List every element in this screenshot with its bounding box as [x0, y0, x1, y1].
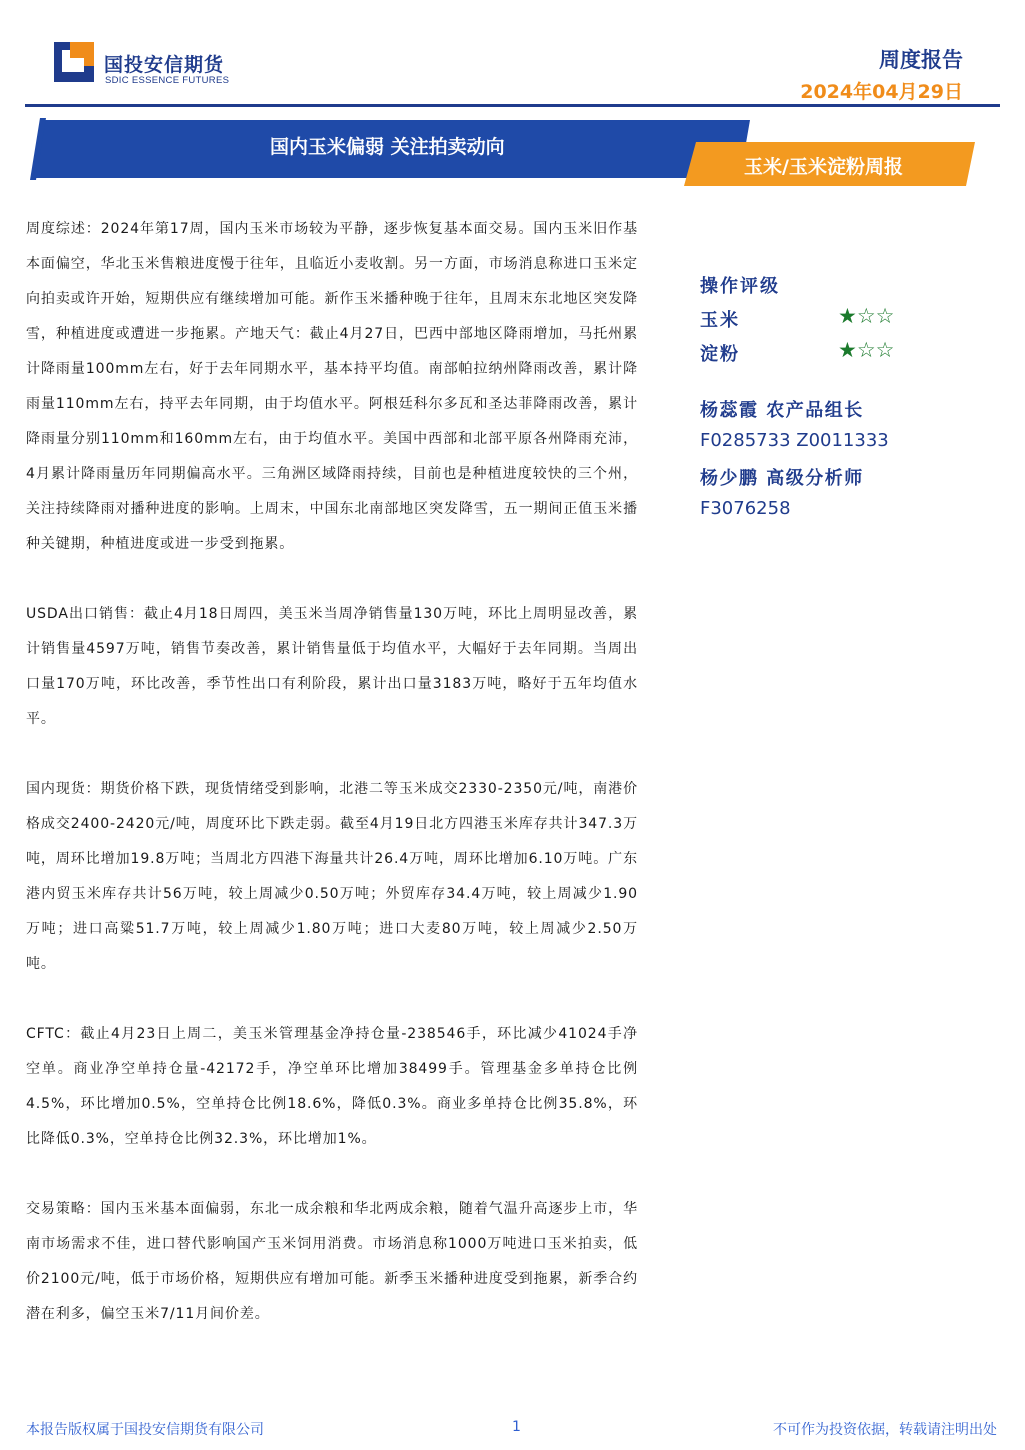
paragraph-overview: 周度综述：2024年第17周，国内玉米市场较为平静，逐步恢复基本面交易。国内玉米旧作基本面偏空，华北玉米售粮进度慢于往年，且临近小麦收割。另一方面，市场消息称进口玉米定向拍卖或许开始，短期供应有继续增加可能。新作玉米播种晚于往年，且周末东北地区突发降雪，种植进度或遭进一步拖累。产地天气：截止4月27日，巴西中部地区降雨增加，马托州累计降雨量100mm左右，好于去年同期水平，基本持平均值。南部帕拉纳州降雨改善，累计降雨量110mm左右，持平去年同期，由于均值水平。阿根廷科尔多瓦和圣达菲降雨改善，累计降雨量分别110mm和160mm左右，由于均值水平。美国中西部和北部平原各州降雨充沛，4月累计降雨量历年同期偏高水平。三角洲区域降雨持续，目前也是种植进度较快的三个州，关注持续降雨对播种进度的影响。上周末，中国东北南部地区突发降雪，五一期间正值玉米播种关键期，种植进度或进一步受到拖累。	[26, 221, 638, 552]
star-empty-icon: ☆	[856, 304, 876, 328]
analyst-2-name: 杨少鹏 高级分析师	[700, 468, 864, 489]
header-divider	[25, 104, 1000, 107]
rating-row-starch	[700, 340, 990, 374]
star-empty-icon: ☆	[856, 338, 876, 362]
rating-stars-corn	[838, 304, 894, 328]
analyst-1-name: 杨蕊霞 农产品组长	[700, 400, 864, 421]
logo-text-en: SDIC ESSENCE FUTURES	[105, 75, 230, 86]
company-logo	[54, 42, 254, 92]
paragraph-strategy: 交易策略：国内玉米基本面偏弱，东北一成余粮和华北两成余粮，随着气温升高逐步上市，华南市场需求不佳，进口替代影响国产玉米饲用消费。市场消息称1000万吨进口玉米拍卖，低价2100元/吨，低于市场价格，短期供应有增加可能。新季玉米播种进度受到拖累，新季合约潜在利多，偏空玉米7/11月间价差。	[26, 1201, 638, 1322]
analyst-1-license: F0285733 Z0011333	[700, 430, 889, 451]
rating-title-row	[700, 272, 990, 306]
rating-stars-starch	[838, 338, 894, 362]
star-filled-icon: ★	[838, 338, 857, 362]
logo-mark-icon	[54, 42, 94, 82]
footer-disclaimer: 不可作为投资依据，转载请注明出处	[773, 1422, 997, 1438]
rating-label-corn: 玉米	[700, 310, 740, 331]
report-type: 周度报告	[879, 48, 963, 72]
star-empty-icon: ☆	[875, 304, 895, 328]
footer-copyright: 本报告版权属于国投安信期货有限公司	[26, 1422, 264, 1438]
report-date: 2024年04月29日	[800, 81, 963, 103]
logo-text-cn: 国投安信期货	[104, 54, 225, 76]
page-number: 1	[512, 1419, 521, 1435]
analyst-2-license: F3076258	[700, 498, 791, 519]
paragraph-spot: 国内现货：期货价格下跌，现货情绪受到影响，北港二等玉米成交2330-2350元/吨，南港价格成交2400-2420元/吨，周度环比下跌走弱。截至4月19日北方四港玉米库存共计347.3万吨，周环比增加19.8万吨；当周北方四港下海量共计26.4万吨，周环比增加6.10万吨。广东港内贸玉米库存共计56万吨，较上周减少0.50万吨；外贸库存34.4万吨，较上周减少1.90万吨；进口高粱51.7万吨，较上周减少1.80万吨；进口大麦80万吨，较上周减少2.50万吨。	[26, 781, 638, 972]
report-series: 玉米/玉米淀粉周报	[744, 156, 903, 178]
paragraph-cftc: CFTC：截止4月23日上周二，美玉米管理基金净持仓量-238546手，环比减少41024手净空单。商业净空单持仓量-42172手，净空单环比增加38499手。管理基金多单持仓比例4.5%，环比增加0.5%，空单持仓比例18.6%，降低0.3%。商业多单持仓比例35.8%，环比降低0.3%，空单持仓比例32.3%，环比增加1%。	[26, 1026, 638, 1147]
report-title: 国内玉米偏弱 关注拍卖动向	[270, 136, 505, 158]
paragraph-usda: USDA出口销售：截止4月18日周四，美玉米当周净销售量130万吨，环比上周明显改善，累计销售量4597万吨，销售节奏改善，累计销售量低于均值水平，大幅好于去年同期。当周出口量170万吨，环比改善，季节性出口有利阶段，累计出口量3183万吨，略好于五年均值水平。	[26, 606, 638, 727]
sidebar	[700, 272, 990, 532]
report-body	[26, 212, 638, 1367]
rating-label-starch: 淀粉	[700, 344, 740, 365]
star-filled-icon: ★	[838, 304, 857, 328]
rating-row-corn	[700, 306, 990, 340]
star-empty-icon: ☆	[875, 338, 895, 362]
rating-title: 操作评级	[700, 276, 780, 297]
